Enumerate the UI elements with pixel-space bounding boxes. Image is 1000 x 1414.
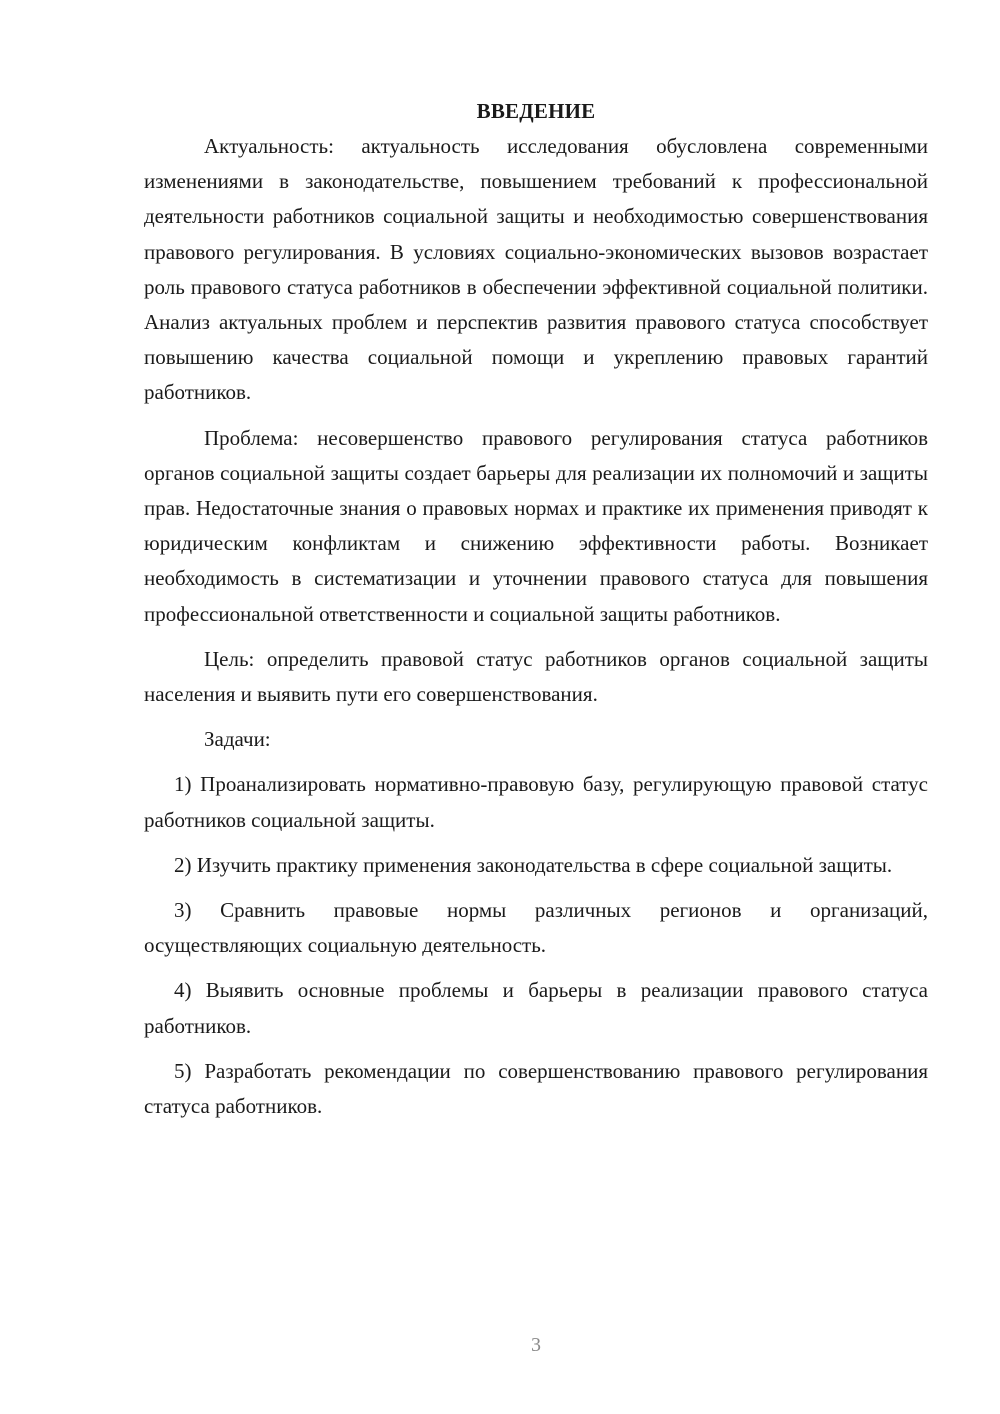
task-item-2: 2) Изучить практику применения законодательства в сфере социальной защиты. bbox=[174, 852, 893, 877]
task-item-4: 4) Выявить основные проблемы и барьеры в реализации правового статуса работников. bbox=[144, 978, 928, 1038]
paragraph-problem: Проблема: несовершенство правового регулирования статуса работников органов социальной защиты создает барьеры для реализации их полномочий и защиты прав. Недостаточные знания о правовых нормах и практике их применения приводят к юридическим конфликтам и снижению эффективности работы. Возникает необходимость в систематизации и уточнении правового статуса для повышения профессиональной ответственности и социальной защиты работников. bbox=[144, 425, 928, 626]
task-item-5: 5) Разработать рекомендации по совершенствованию правового регулирования статуса работников. bbox=[144, 1058, 928, 1119]
paragraph-relevance: Актуальность: актуальность исследования обусловлена современными изменениями в законодательстве, повышением требований к профессиональной деятельности работников социальной защиты и необходимостью совершенствования правового регулирования. В условиях социально-экономических вызовов возрастает роль правового статуса работников в обеспечении эффективной социальной политики. Анализ актуальных проблем и перспектив развития правового статуса способствует повышению качества социальной помощи и укреплению правовых гарантий работников. bbox=[144, 134, 928, 405]
paragraph-goal: Цель: определить правовой статус работников органов социальной защиты населения и выявить пути его совершенствования. bbox=[144, 646, 928, 707]
page-content bbox=[144, 94, 928, 1124]
tasks-heading: Задачи: bbox=[204, 727, 271, 752]
task-item-1: 1) Проанализировать нормативно-правовую базу, регулирующую правовой статус работников социальной защиты. bbox=[144, 772, 928, 832]
section-title: ВВЕДЕНИЕ bbox=[476, 99, 596, 123]
task-item-3: 3) Сравнить правовые нормы различных регионов и организаций, осуществляющих социальную деятельность. bbox=[144, 898, 928, 958]
page-number: 3 bbox=[531, 1334, 541, 1356]
